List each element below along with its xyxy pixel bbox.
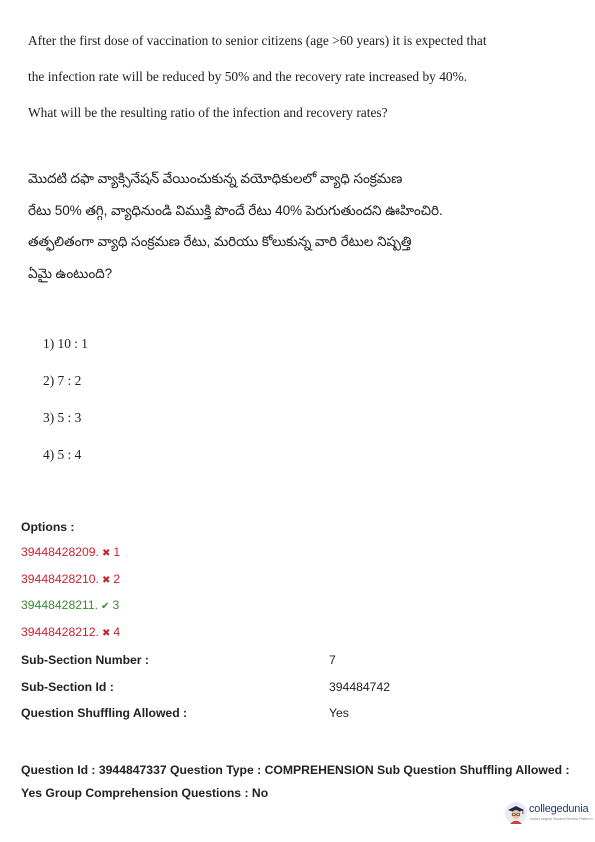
answer-choice-4: 4) 5 : 4 [43,447,82,462]
student-avatar-icon [505,802,527,824]
shuffling-label: Question Shuffling Allowed : [21,706,188,720]
subsection-id-label: Sub-Section Id : [21,680,114,694]
option-id: 39448428210. [21,572,99,586]
question-text-te-line3: తత్ఫలితంగా వ్యాధి సంక్రమణ రేటు, మరియు కోలుకున్న వారి రేటుల నిష్పత్తి [28,234,412,249]
logo-tagline: India's largest Student Review Platform [530,817,593,821]
option-row-4 [21,625,120,639]
question-info [21,759,581,805]
question-text-en-line1: After the first dose of vaccination to senior citizens (age >60 years) it is expected that [28,33,487,48]
check-icon: ✔ [101,601,110,612]
question-info-line2: Yes Group Comprehension Questions : No [21,786,269,800]
question-text-te-line4: ఏమై ఉంటుంది? [28,266,113,281]
question-info-line1: Question Id : 3944847337 Question Type : COMPREHENSION Sub Question Shuffling Allowed : [21,763,570,777]
option-number: 2 [113,572,121,586]
option-number: 3 [112,598,120,612]
answer-choice-2: 2) 7 : 2 [43,373,82,388]
subsection-id-value: 394484742 [329,680,391,694]
subsection-number-label: Sub-Section Number : [21,653,149,667]
cross-icon: ✖ [101,628,111,639]
cross-icon: ✖ [101,575,111,586]
option-row-3 [21,598,119,612]
option-id: 39448428211. [21,598,99,612]
shuffling-value: Yes [329,706,349,720]
answer-choice-3: 3) 5 : 3 [43,410,82,425]
option-row-1 [21,545,120,559]
subsection-number-value: 7 [329,653,336,667]
option-number: 1 [113,545,121,559]
question-text-en-line3: What will be the resulting ratio of the infection and recovery rates? [28,105,388,120]
option-id: 39448428209. [21,545,99,559]
option-id: 39448428212. [21,625,99,639]
question-text-te-line2: రేటు 50% తగ్గి, వ్యాధినుండి విముక్తి పొందే రేటు 40% పెరుగుతుందని ఊహించిరి. [28,203,443,218]
option-number: 4 [113,625,121,639]
collegedunia-logo [505,801,593,827]
cross-icon: ✖ [101,548,111,559]
question-text-te-line1: మొదటి దఫా వ్యాక్సినేషన్ వేయించుకున్న వయోధికులలో వ్యాధి సంక్రమణ [28,171,403,186]
answer-choice-1: 1) 10 : 1 [43,336,89,351]
option-row-2 [21,572,120,586]
logo-wordmark: collegedunia [529,803,589,815]
options-heading: Options : [21,520,75,534]
question-text-en-line2: the infection rate will be reduced by 50% and the recovery rate increased by 40%. [28,69,468,84]
